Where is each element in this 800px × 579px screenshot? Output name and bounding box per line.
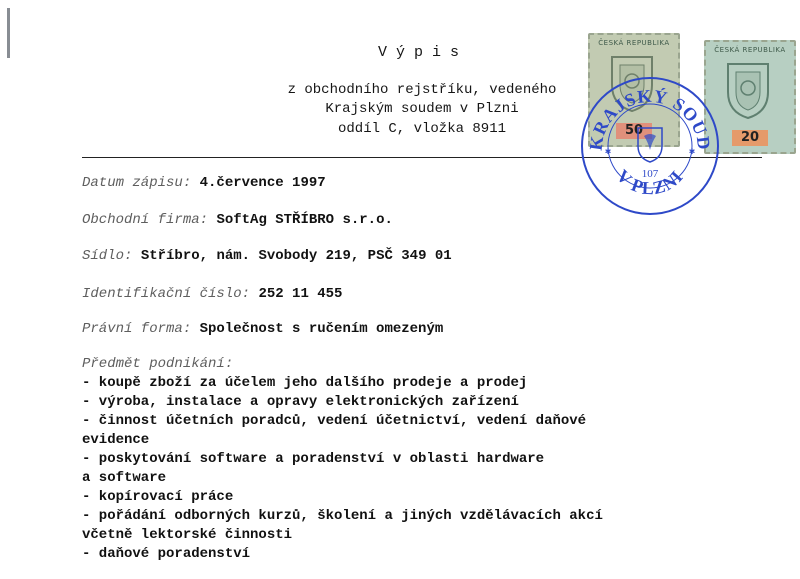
field-label: Datum zápisu: [82,175,192,191]
seal-star-icon: ✱ [604,147,612,158]
activity-line: - koupě zboží za účelem jeho dalšího prodeje a prodej [82,375,528,391]
field-date [82,175,326,191]
field-value: SoftAg STŘÍBRO s.r.o. [216,212,393,228]
field-form [82,321,443,337]
lion-emblem-icon [638,128,662,162]
coat-of-arms-icon [716,56,780,122]
field-id [82,286,342,302]
stamp-value: 50 [616,123,652,139]
activity-line: - pořádání odborných kurzů, školení a jiných vzdělávacích akcí [82,508,603,524]
activity-line: a software [82,470,167,486]
court-seal [578,74,722,218]
activity-line: - činnost účetních poradců, vedení účetnictví, vedení daňové [82,413,587,429]
field-label: Sídlo: [82,248,133,264]
field-label: Obchodní firma: [82,212,209,228]
field-seat [82,248,452,264]
activity-line: evidence [82,432,150,448]
field-value: Stříbro, nám. Svobody 219, PSČ 349 01 [140,248,452,264]
seal-bottom-text: V PLZNI [612,165,688,199]
seal-star-icon: ✱ [688,147,696,158]
stamp-header: ČESKÁ REPUBLIKA [598,39,670,47]
activity-line: včetně lektorské činnosti [82,527,293,543]
field-label: Právní forma: [82,321,192,337]
activity-line: - výroba, instalace a opravy elektronických zařízení [82,394,519,410]
stamp-value: 20 [732,130,768,146]
edge-mark [7,8,10,58]
activity-line: - kopírovací práce [82,489,234,505]
stamp-header: ČESKÁ REPUBLIKA [714,46,786,54]
activity-line: - poskytování software a poradenství v oblasti hardware [82,451,545,467]
subtitle-line-1: z obchodního rejstříku, vedeného [287,82,557,98]
field-firm [82,212,393,228]
field-label: Identifikační číslo: [82,286,251,302]
subtitle-line-2: Krajským soudem v Plzni [325,101,519,117]
field-value: 4.července 1997 [199,175,326,191]
subtitle-line-3: oddíl C, vložka 8911 [337,121,507,137]
field-value: 252 11 455 [258,286,343,302]
seal-top-text: KRAJSKÝ SOUD [585,85,715,152]
field-value: Společnost s ručením omezeným [199,321,444,337]
document-title: Výpis [378,44,469,61]
activity-line: - daňové poradenství [82,546,251,562]
seal-number: 107 [641,168,659,180]
activities-label: Předmět podnikání: [82,356,234,372]
